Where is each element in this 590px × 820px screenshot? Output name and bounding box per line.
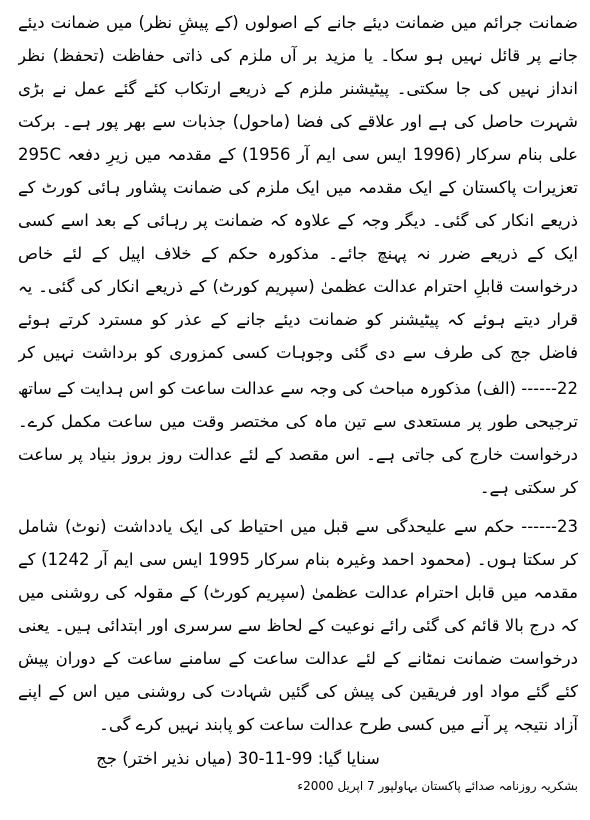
verdict-line: سنایا گیا: 99-11-30 (میاں نذیر اختر) جج bbox=[96, 749, 380, 768]
paragraph-22: 22------ (الف) مذکورہ مباحث کی وجہ سے عدالت ساعت کو اس ہدایت کے ساتھ ترجیحی طور پر مستعدی سے تین ماہ کی مختصر وقت میں ساعت مکمل کرے۔ درخواست خارج کی جاتی ہے۔ اس مقصد کے لئے عدالت روز بروز بنیاد پر ساعت کر سکتی ہے۔ bbox=[18, 379, 578, 497]
paragraph-bail-principles: ضمانت جرائم میں ضمانت دیئے جانے کے اصولوں (کے پیشِ نظر) میں ضمانت دیئے جانے پر قائل نہیں ہو سکا۔ یا مزید بر آں ملزم کی ذاتی حفاظت (تحفظ) نظر انداز نہیں کی جا سکتی۔ پیٹیشنر ملزم کے ذریعے ارتکاب کئے گئے عمل نے بڑی شہرت حاصل کی ہے اور علاقے کی فضا (ماحول) جذبات سے بھر پور ہے۔ برکت علی بنام سرکار (1996 ایس سی ایم آر 1956) کے مقدمہ میں زیرِ دفعہ 295C تعزیرات پاکستان کے ایک مقدمہ میں ایک ملزم کی ضمانت پشاور ہائی کورٹ کے ذریعے انکار کی گئی۔ دیگر وجہ کے علاوہ کہ ضمانت پر رہائی کے بعد اسے کسی ایک کے ذریعے ضرر نہ پہنچ جائے۔ مذکورہ حکم کے خلاف اپیل کے لئے خاص درخواست قابلِ احترام عدالت عظمیٰ (سپریم کورٹ) کے ذریعے انکار کی گئی۔ یہ قرار دیتے ہوئے کہ پیٹیشنر کو ضمانت دیئے جانے کے عذر کو مسترد کرتے ہوئے فاضل جج کی طرف سے دی گئی وجوہات کسی کمزوری کو برداشت نہیں کر bbox=[18, 13, 578, 362]
courtesy-line: بشکریہ روزنامہ صدائے پاکستان بہاولپور 7 اپریل 2000ء bbox=[297, 779, 578, 793]
document-page bbox=[18, 6, 578, 814]
paragraph-23: 23------ حکم سے علیحدگی سے قبل میں احتیاط کی ایک یادداشت (نوٹ) شامل کر سکتا ہوں۔ (محمود احمد وغیرہ بنام سرکار 1995 ایس سی ایم آر 1242) کے مقدمہ میں قابل احترام عدالت عظمیٰ (سپریم کورٹ) کے مقولہ کی روشنی میں کہ درج بالا قائم کی گئی رائے نوعیت کے لحاظ سے سرسری اور ابتدائی ہیں۔ یعنی درخواست ضمانت نمٹانے کے لئے عدالت ساعت کے سامنے ساعت کے دوران پیش کئے گئے مواد اور فریقین کی پیش کی گئیں شہادت کی روشنی میں اس کے اپنے آزاد نتیجہ پر آنے میں کسی طرح عدالت ساعت کو پابند نہیں کرے گی۔ bbox=[18, 517, 578, 734]
